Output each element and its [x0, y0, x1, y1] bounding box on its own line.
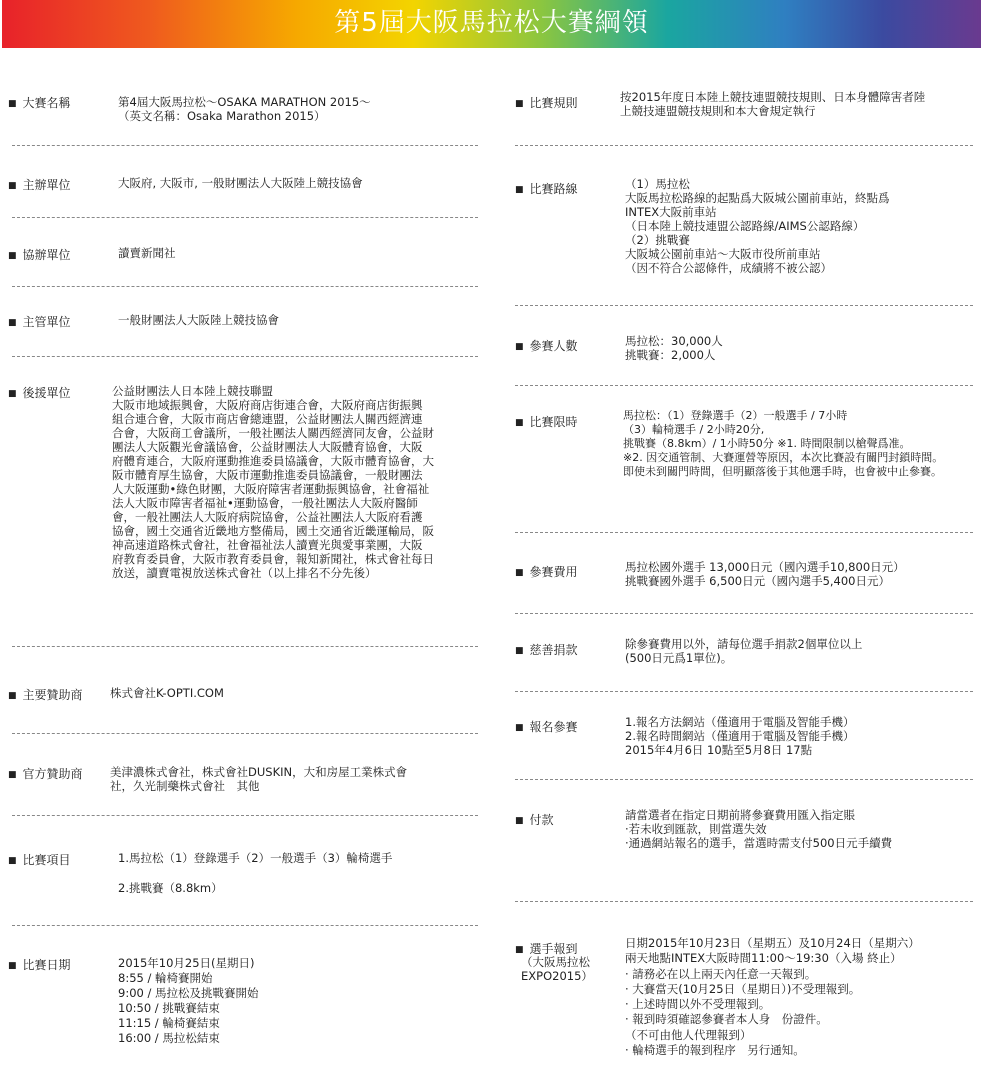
text-line: ※2. 因交通管制、大賽運營等原因，本次比賽設有關門封鎖時間。 [623, 451, 944, 464]
text-line: 2.挑戰賽（8.8km） [118, 881, 223, 895]
divider [12, 925, 478, 926]
text-line: 美津濃株式會社，株式會社DUSKIN，大和房屋工業株式會 [110, 765, 408, 779]
value-name [118, 95, 371, 123]
divider [12, 815, 478, 816]
label-checkin-sub [521, 955, 593, 983]
divider [515, 385, 973, 386]
label-organizer: ■ 主辦單位 [8, 176, 71, 193]
text-line: 大阪城公園前車站～大阪市役所前車站 [625, 247, 821, 261]
text-line: （3）輪椅選手 / 2小時20分, [623, 423, 765, 436]
text-line: 16:00 / 馬拉松結束 [118, 1031, 220, 1045]
label-support: ■ 後援單位 [8, 384, 71, 401]
value-rules [620, 90, 925, 118]
text-line: 放送，讀賣電視放送株式會社（以上排名不分先後） [112, 566, 377, 580]
text-line: 大阪市地域振興會，大阪府商店街連合會，大阪府商店街振興 [112, 398, 423, 412]
label-name: ■ 大賽名稱 [8, 94, 71, 111]
text-line: 10:50 / 挑戰賽結束 [118, 1001, 220, 1015]
text-line: 會，一般社團法人大阪府病院協會，公益社團法人大阪府看護 [112, 510, 423, 524]
text-line: （日本陸上競技連盟公認路線/AIMS公認路線） [625, 219, 865, 233]
text-line: （不可由他人代理報到） [625, 1027, 752, 1042]
text-line: 兩天地點INTEX大阪時間11:00～19:30（入場 終止） [625, 951, 902, 966]
text-line: ·通過網站報名的選手，當選時需支付500日元手續費 [625, 836, 893, 850]
text-line: · 大賽當天(10月25日（星期日）)不受理報到。 [625, 981, 861, 996]
text-line: 人大阪運動•綠色財團，大阪府障害者運動振興協會，社會福祉 [112, 482, 430, 496]
value-main-sponsor [110, 686, 224, 700]
divider [515, 779, 973, 780]
label-cosponsor: ■ 協辦單位 [8, 246, 71, 263]
divider [12, 356, 478, 357]
text-line: · 輪椅選手的報到程序 另行通知。 [625, 1043, 805, 1058]
text-line: 阪市體育厚生協會，大阪市運動推進委員協議會，一般財團法 [112, 468, 423, 482]
text-line: 合會，大阪商工會議所，一般社團法人關西經濟同友會，公益財 [112, 426, 434, 440]
value-checkin [625, 936, 920, 1058]
text-line: 1.報名方法網站（僅適用于電腦及智能手機） [625, 715, 855, 729]
divider [515, 613, 973, 614]
value-payment [625, 808, 892, 850]
label-time-limit: ■ 比賽限時 [515, 413, 578, 430]
divider [515, 532, 973, 533]
divider [515, 901, 973, 902]
text-line: 挑戰賽國外選手 6,500日元（國內選手5,400日元） [625, 574, 890, 588]
text-line: 大阪馬拉松路線的起點爲大阪城公園前車站，終點爲 [625, 191, 890, 205]
text-line: 一般財團法人大阪陸上競技協會 [118, 313, 279, 327]
text-line: INTEX大阪前車站 [625, 205, 717, 219]
text-line: 馬拉松國外選手 13,000日元（國內選手10,800日元） [625, 560, 905, 574]
text-line: 即使未到關門時間，但明顯落後于其他選手時，也會被中止參賽。 [623, 465, 942, 478]
value-course [625, 177, 890, 275]
text-line: 株式會社K-OPTI.COM [110, 686, 224, 700]
text-line [118, 866, 392, 881]
label-supervisor: ■ 主管單位 [8, 313, 71, 330]
value-official-sponsor [110, 765, 407, 793]
text-line: 日期2015年10月23日（星期五）及10月24日（星期六） [625, 936, 920, 950]
text-line: 組合連合會，大阪市商店會總連盟，公益財團法人關西經濟連 [112, 412, 423, 426]
label-events: ■ 比賽項目 [8, 851, 71, 868]
text-line: 挑戰賽（8.8km）/ 1小時50分 ※1. 時間限制以槍聲爲准。 [623, 437, 911, 450]
text-line: （大阪馬拉松 [521, 955, 590, 969]
divider [12, 646, 478, 647]
page-title: 第5屆大阪馬拉松大賽綱領 [334, 8, 649, 38]
divider [515, 145, 973, 146]
label-course: ■ 比賽路線 [515, 180, 578, 197]
text-line: 上競技連盟競技規則和本大會規定執行 [620, 104, 816, 118]
value-supervisor [118, 313, 279, 327]
label-payment: ■ 付款 [515, 811, 554, 828]
title-banner [2, 0, 981, 48]
text-line: 社，久光制藥株式會社 其他 [110, 779, 260, 793]
text-line: 讀賣新聞社 [118, 246, 176, 260]
value-charity [625, 637, 862, 665]
text-line: 公益財團法人日本陸上競技聯盟 [112, 384, 273, 398]
text-line: 2015年10月25日(星期日) [118, 956, 255, 970]
text-line: 按2015年度日本陸上競技連盟競技規則、日本身體障害者陸 [620, 90, 926, 104]
value-organizer [118, 176, 363, 190]
value-time-limit [623, 409, 943, 479]
text-line: ·若未收到匯款，則當選失效 [625, 822, 767, 836]
value-participants [625, 334, 723, 362]
label-date: ■ 比賽日期 [8, 956, 71, 973]
text-line: 1.馬拉松（1）登錄選手（2）一般選手（3）輪椅選手 [118, 851, 393, 865]
text-line: 第4屆大阪馬拉松～OSAKA MARATHON 2015～ [118, 95, 371, 109]
text-line: 神高速道路株式會社，社會福祉法人讀賣光與愛事業團，大阪 [112, 538, 423, 552]
label-main-sponsor: ■ 主要贊助商 [8, 686, 83, 703]
label-participants: ■ 參賽人數 [515, 337, 578, 354]
label-checkin: ■ 選手報到 [515, 940, 578, 957]
text-line: （英文名稱：Osaka Marathon 2015） [118, 109, 326, 123]
value-registration [625, 715, 854, 757]
text-line: 2015年4月6日 10點至5月8日 17點 [625, 743, 813, 757]
label-fee: ■ 參賽費用 [515, 563, 578, 580]
text-line: EXPO2015） [521, 969, 593, 983]
value-events [118, 851, 392, 896]
value-cosponsor [118, 246, 176, 260]
text-line: 大阪府, 大阪市, 一般財團法人大阪陸上競技協會 [118, 176, 363, 190]
text-line: （2）挑戰賽 [625, 233, 690, 247]
value-fee [625, 560, 905, 588]
text-line: 請當選者在指定日期前將參賽費用匯入指定賬 [625, 808, 855, 822]
value-support [112, 384, 434, 580]
divider [515, 305, 973, 306]
text-line: 法人大阪市障害者福祉•運動協會，一般社團法人大阪府醫師 [112, 496, 418, 510]
text-line: (500日元爲1單位)。 [625, 651, 733, 665]
text-line: · 上述時間以外不受理報到。 [625, 997, 771, 1012]
label-official-sponsor: ■ 官方贊助商 [8, 765, 83, 782]
text-line: （因不符合公認條件，成績將不被公認） [625, 261, 832, 275]
text-line: 協會，國土交通省近畿地方整備局，國土交通省近畿運輸局，阪 [112, 524, 434, 538]
divider [12, 733, 478, 734]
label-charity: ■ 慈善捐款 [515, 641, 578, 658]
text-line: 11:15 / 輪椅賽結束 [118, 1016, 220, 1030]
text-line: · 報到時須確認參賽者本人身 份證件。 [625, 1012, 828, 1027]
text-line: （1）馬拉松 [625, 177, 690, 191]
divider [12, 145, 478, 146]
divider [12, 286, 478, 287]
text-line: 府教育委員會，大阪市教育委員會，報知新聞社，株式會社每日 [112, 552, 434, 566]
label-rules: ■ 比賽規則 [515, 94, 578, 111]
text-line: · 請務必在以上兩天內任意一天報到。 [625, 966, 817, 981]
text-line: 團法人大阪觀光會議協會，公益財團法人大阪體育協會，大阪 [112, 440, 423, 454]
divider [12, 217, 478, 218]
text-line: 9:00 / 馬拉松及挑戰賽開始 [118, 986, 259, 1000]
text-line: 2.報名時間網站（僅適用于電腦及智能手機） [625, 729, 855, 743]
text-line: 除參賽費用以外，請每位選手捐款2個單位以上 [625, 637, 863, 651]
text-line: 府體育連合，大阪府運動推進委員協議會，大阪市體育協會，大 [112, 454, 434, 468]
text-line: 8:55 / 輪椅賽開始 [118, 971, 213, 985]
value-date [118, 956, 259, 1046]
divider [515, 691, 973, 692]
text-line: 馬拉松：（1）登錄選手（2）一般選手 / 7小時 [623, 409, 848, 422]
label-registration: ■ 報名參賽 [515, 718, 578, 735]
text-line: 挑戰賽：2,000人 [625, 348, 716, 362]
text-line: 馬拉松：30,000人 [625, 334, 723, 348]
